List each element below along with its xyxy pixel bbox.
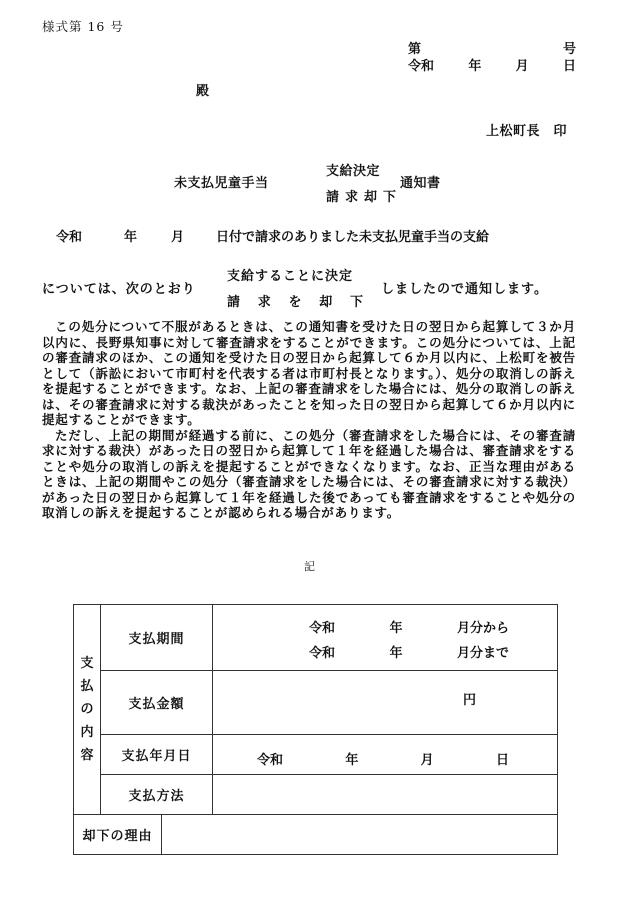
number-suffix: 号 <box>562 42 576 57</box>
reject-char: 却 <box>319 295 333 310</box>
received-line <box>56 226 489 245</box>
title-option-reject: 請求却下 <box>326 190 403 205</box>
issue-era: 令和 <box>408 59 435 74</box>
reject-reason-label: 却下の理由 <box>74 815 162 855</box>
issuer: 上松町長 印 <box>486 124 568 139</box>
yen-unit: 円 <box>463 693 477 708</box>
title-option-grant: 支給決定 <box>326 164 381 179</box>
pay-date-row: 令和 年 月 日 <box>257 753 510 768</box>
issue-day-unit: 日 <box>562 59 576 74</box>
issue-month-unit: 月 <box>515 59 529 74</box>
received-month-unit: 月 <box>171 230 185 245</box>
period-value <box>213 605 558 671</box>
period-from: 令和 年 月分から <box>309 621 509 636</box>
reject-char: 下 <box>349 295 363 310</box>
ki-heading: 記 <box>304 560 315 573</box>
received-year-unit: 年 <box>124 230 138 245</box>
addressee-honorific: 殿 <box>196 84 210 99</box>
method-label: 支払方法 <box>101 775 213 815</box>
amount-value <box>213 671 558 735</box>
number-prefix: 第 <box>408 42 422 57</box>
title-subject: 未支払児童手当 <box>174 176 269 191</box>
payment-table <box>73 604 558 855</box>
reject-char: を <box>288 295 302 310</box>
amount-label: 支払金額 <box>101 671 213 735</box>
decision-option-reject <box>227 291 363 310</box>
decision-suffix: しましたので通知します。 <box>381 282 548 297</box>
payment-contents-label: 支 払 の 内 容 <box>74 605 101 815</box>
period-to: 令和 年 月分まで <box>309 646 509 661</box>
received-rest: 日付で請求のありました未支払児童手当の支給 <box>216 230 490 245</box>
title-suffix: 通知書 <box>400 176 441 191</box>
method-value <box>213 775 558 815</box>
pay-date-label: 支払年月日 <box>101 735 213 775</box>
form-number: 様式第 16 号 <box>42 19 124 34</box>
appeal-paragraph-1: この処分について不服があるときは、この通知書を受けた日の翌日から起算して３か月以内に、長野県知事に対して審査請求をすることができます。この処分については、上記の審査請求のほか、この通知を受けた日の翌日から起算して６か月以内に、上松町を被告として（訴訟において市町村を代表する者は市町村長となります。）、処分の取消しの訴えを提起することができます。なお、上記の審査請求をした場合には、処分の取消しの訴えは、その審査請求に対する裁決があったことを知った日の翌日から起算して６か月以内に提起することができます。 <box>42 319 576 427</box>
received-era: 令和 <box>56 230 83 245</box>
issue-year-unit: 年 <box>468 59 482 74</box>
decision-option-grant: 支給することに決定 <box>227 269 354 284</box>
decision-prefix: については、次のとおり <box>42 282 196 297</box>
period-label: 支払期間 <box>101 605 213 671</box>
appeal-paragraph-2: ただし、上記の期間が経過する前に、この処分（審査請求をした場合には、その審査請求に対する裁決）があった日の翌日から起算して１年を経過した場合は、審査請求をすることや処分の取消しの訴えを提起することができなくなります。なお、正当な理由があるときは、上記の期間やこの処分（審査請求をした場合には、その審査請求に対する裁決）があった日の翌日から起算して１年を経過した後であっても審査請求をすることや処分の取消しの訴えを提起することが認められる場合があります。 <box>42 427 576 520</box>
reject-char: 請 <box>227 295 241 310</box>
appeal-notice <box>42 319 576 521</box>
reject-reason-value <box>162 815 558 855</box>
pay-date-value <box>213 735 558 775</box>
issue-date <box>408 55 576 74</box>
reject-char: 求 <box>257 295 271 310</box>
